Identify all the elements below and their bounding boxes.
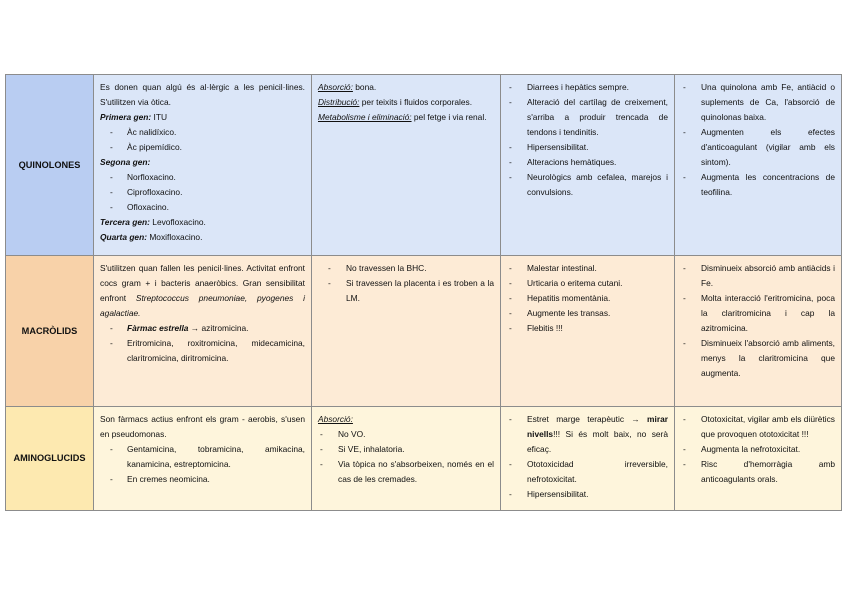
list-item: - Flebitis !!!	[507, 321, 668, 336]
list-item: - Ototoxicitat, vigilar amb els diürètics que provoquen ototoxicitat !!!	[681, 412, 835, 442]
quinolones-interactions	[675, 75, 842, 256]
row-header-quinolones: QUINOLONES	[6, 75, 94, 256]
list-item: - Malestar intestinal.	[507, 261, 668, 276]
macrolids-pharmacokinetics	[312, 256, 501, 407]
list-item: - Molta interacció l'eritromicina, poca la claritromicina i cap la azitromicina.	[681, 291, 835, 336]
list-item: - Hipersensibilitat.	[507, 140, 668, 155]
aminoglucids-description: Son fàrmacs actius enfront els gram - aerobis, s'usen en pseudomonas. - Gentamicina, tobramicina, amikacina, kanamicina, estreptomicina. - En cremes neomicina.	[94, 407, 312, 511]
list-item: - Augmenta les concentracions de teofilina.	[681, 170, 835, 200]
list-item: - Augmente les transas.	[507, 306, 668, 321]
aminoglucids-adverse-effects	[501, 407, 675, 511]
list-item: - Hepatitis momentània.	[507, 291, 668, 306]
table-row-quinolones	[6, 75, 842, 256]
row-header-aminoglucids: AMINOGLUCIDS	[6, 407, 94, 511]
aminoglucids-interactions	[675, 407, 842, 511]
aminoglucids-pharmacokinetics: Absorció: - No VO. - Si VE, inhalatoria. - Via tòpica no s'absorbeixen, només en el cas de les cremades.	[312, 407, 501, 511]
table-row-macrolids	[6, 256, 842, 407]
list-item: - Disminueix l'absorció amb aliments, menys la claritromicina que augmenta.	[681, 336, 835, 381]
list-item: - Via tòpica no s'absorbeixen, només en el cas de les cremades.	[318, 457, 494, 487]
list-item: - No VO.	[318, 427, 494, 442]
list-item: - Neurològics amb cefalea, marejos i convulsions.	[507, 170, 668, 200]
list-item: - No travessen la BHC.	[318, 261, 494, 276]
quinolones-description: Es donen quan algú és al·lèrgic a les penicil·lines. S'utilitzen via òtica. Primera gen: ITU - Àc nalidíxico. - Àc pipemídico. Segona gen: - Norfloxacino. - Ciprofloxacino. - Ofloxacino. Tercera gen: Levofloxacino. Quarta gen: Moxifloxacino.	[94, 75, 312, 256]
macrolids-interactions	[675, 256, 842, 407]
quinolones-pharmacokinetics: Absorció: bona. Distribució: per teixits i fluidos corporales. Metabolisme i eliminació: pel fetge i via renal.	[312, 75, 501, 256]
list-item: - Alteració del cartílag de creixement, s'arriba a produir trencada de tendons i tendinitis.	[507, 95, 668, 140]
list-item: - Ototoxicidad irreversible, nefrotoxicitat.	[507, 457, 668, 487]
list-item: - Diarrees i hepàtics sempre.	[507, 80, 668, 95]
list-item: - Hipersensibilitat.	[507, 487, 668, 502]
list-item: - Risc d'hemorràgia amb anticoagulants orals.	[681, 457, 835, 487]
row-header-macrolids: MACRÒLIDS	[6, 256, 94, 407]
list-item: - Estret marge terapèutic → mirar nivells!!! Si és molt baix, no serà eficaç.	[507, 412, 668, 457]
list-item: - Augmenta la nefrotoxicitat.	[681, 442, 835, 457]
list-item: - Augmenten els efectes d'anticoagulant (vigilar amb els sintom).	[681, 125, 835, 170]
macrolids-description: S'utilitzen quan fallen les penicil·lines. Activitat enfront cocs gram + i bacteris anaeròbics. Gran sensibilitat enfront Streptococcus pneumoniae, pyogenes i agalactiae. - Fàrmac estrella → azitromicina. - Eritromicina, roxitromicina, midecamicina, claritromicina, diritromicina.	[94, 256, 312, 407]
list-item: - Si VE, inhalatoria.	[318, 442, 494, 457]
list-item: - Alteracions hemàtiques.	[507, 155, 668, 170]
list-item: - Disminueix absorció amb antiàcids i Fe.	[681, 261, 835, 291]
list-item: - Una quinolona amb Fe, antiàcid o suplements de Ca, l'absorció de quinolonas baixa.	[681, 80, 835, 125]
list-item: - Urticaria o eritema cutani.	[507, 276, 668, 291]
list-item: - Si travessen la placenta i es troben a la LM.	[318, 276, 494, 306]
macrolids-adverse-effects	[501, 256, 675, 407]
table-row-aminoglucids	[6, 407, 842, 511]
antibiotics-table	[5, 74, 842, 511]
quinolones-adverse-effects	[501, 75, 675, 256]
